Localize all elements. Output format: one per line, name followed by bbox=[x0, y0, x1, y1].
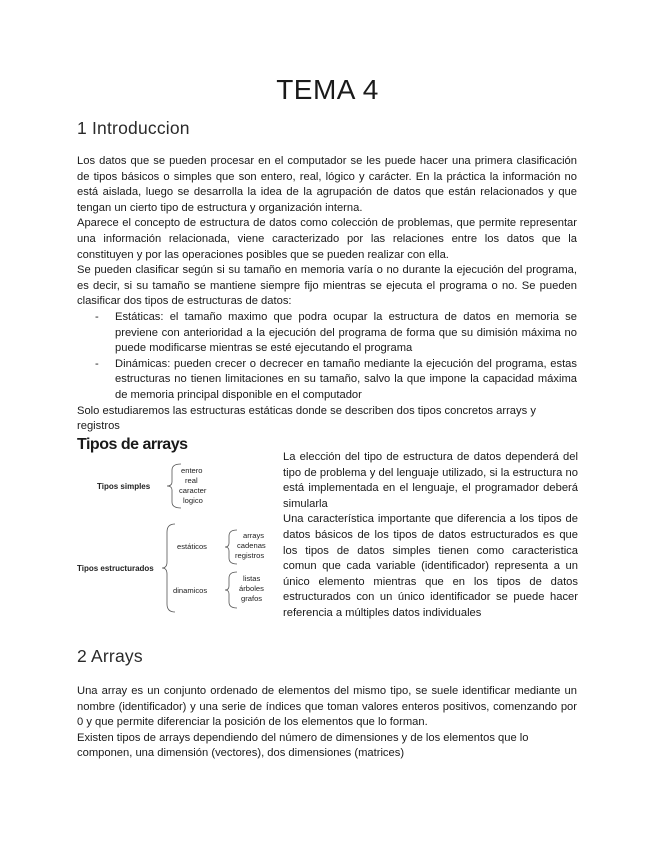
section-heading-arrays: 2 Arrays bbox=[77, 646, 143, 666]
side-text-block bbox=[283, 450, 578, 622]
dash-bullet: - bbox=[95, 357, 99, 370]
dynamic-item: listas bbox=[243, 574, 261, 583]
structured-brace bbox=[162, 524, 175, 612]
simple-item: caracter bbox=[179, 486, 207, 495]
section-heading-introduccion: 1 Introduccion bbox=[77, 118, 190, 138]
simple-types-label: Tipos simples bbox=[97, 482, 151, 491]
dynamic-brace bbox=[225, 572, 237, 608]
types-diagram bbox=[77, 458, 277, 618]
paragraph: Una característica importante que diferencia a los tipos de datos básicos de los tipos de datos estructurados es que los tipos de datos simples tienen como caracteristica comun que cada variable (identificador) representa a un único elemento mientras que en los tipos de datos estructurados con un único identificador se puede hacer referencia a múltiples datos individuales bbox=[283, 513, 578, 619]
section-arrays-body bbox=[77, 684, 577, 762]
structured-types-label: Tipos estructurados bbox=[77, 564, 154, 573]
dash-bullet: - bbox=[95, 310, 99, 323]
static-item: cadenas bbox=[237, 541, 266, 550]
static-item: registros bbox=[235, 551, 265, 560]
page-title: TEMA 4 bbox=[276, 74, 379, 105]
paragraph: Aparece el concepto de estructura de datos como colección de problemas, que permite representar una información relacionada, viene caracterizado por las relaciones entre los datos que la constituyen y por las operaciones posibles que se pueden realizar con ella. bbox=[77, 217, 577, 261]
section-introduccion-body bbox=[77, 154, 577, 435]
simple-item: entero bbox=[181, 466, 203, 475]
list-item-text: Dinámicas: pueden crecer o decrecer en tamaño mediante la ejecución del programa, estas estructuras no tienen limitaciones en su tamaño, salvo la que impone la capacidad máxima de memoria principal disponible en el computador bbox=[115, 357, 577, 401]
list-item-text: Estáticas: el tamaño maximo que podra ocupar la estructura de datos en memoria se previene con anterioridad a la ejecución del programa de forma que su dimisión máxima no puede modificarse mientras se esté ejecutando el programa bbox=[115, 310, 577, 355]
list-item bbox=[77, 357, 577, 404]
paragraph: Solo estudiaremos las estructuras estáticas donde se describen dos tipos concretos arrays y registros bbox=[77, 404, 536, 433]
static-item: arrays bbox=[243, 531, 265, 540]
dynamic-item: grafos bbox=[241, 594, 263, 603]
static-label: estáticos bbox=[177, 542, 207, 551]
paragraph: Una array es un conjunto ordenado de elementos del mismo tipo, se suele identificar mediante un nombre (identificador) y una serie de índices que toman valores enteros positivos, comenzando por 0 y que permite diferenciar la posición de los elementos que lo forman. bbox=[77, 685, 577, 729]
paragraph: La elección del tipo de estructura de datos dependerá del tipo de problema y del lenguaje utilizado, si la estructura no está implementada en el lenguaje, el programador deberá simularla bbox=[283, 451, 578, 510]
diagram-title: Tipos de arrays bbox=[77, 436, 188, 453]
bullet-list bbox=[77, 310, 577, 404]
simple-item: logico bbox=[183, 496, 203, 505]
simple-item: real bbox=[185, 476, 198, 485]
types-tree-svg bbox=[77, 458, 277, 618]
paragraph: Se pueden clasificar según si su tamaño en memoria varía o no durante la ejecución del programa, es decir, si su tamaño se mantiene siempre fijo mientras se ejecuta el programa o no. Se pueden clasificar dos tipos de estructuras de datos: bbox=[77, 264, 577, 308]
dynamic-label: dinamicos bbox=[173, 586, 208, 595]
paragraph: Existen tipos de arrays dependiendo del número de dimensiones y de los elementos que lo componen, una dimensión (vectores), dos dimensiones (matrices) bbox=[77, 731, 529, 760]
dynamic-item: árboles bbox=[239, 584, 264, 593]
paragraph: Los datos que se pueden procesar en el computador se les puede hacer una primera clasificación de tipos básicos o simples que son entero, real, lógico y carácter. En la práctica la información no está aislada, luego se desarrolla la idea de la agrupación de datos que están relacionados y que tengan un cierto tipo de estructura y organización interna. bbox=[77, 155, 577, 214]
list-item bbox=[77, 310, 577, 357]
